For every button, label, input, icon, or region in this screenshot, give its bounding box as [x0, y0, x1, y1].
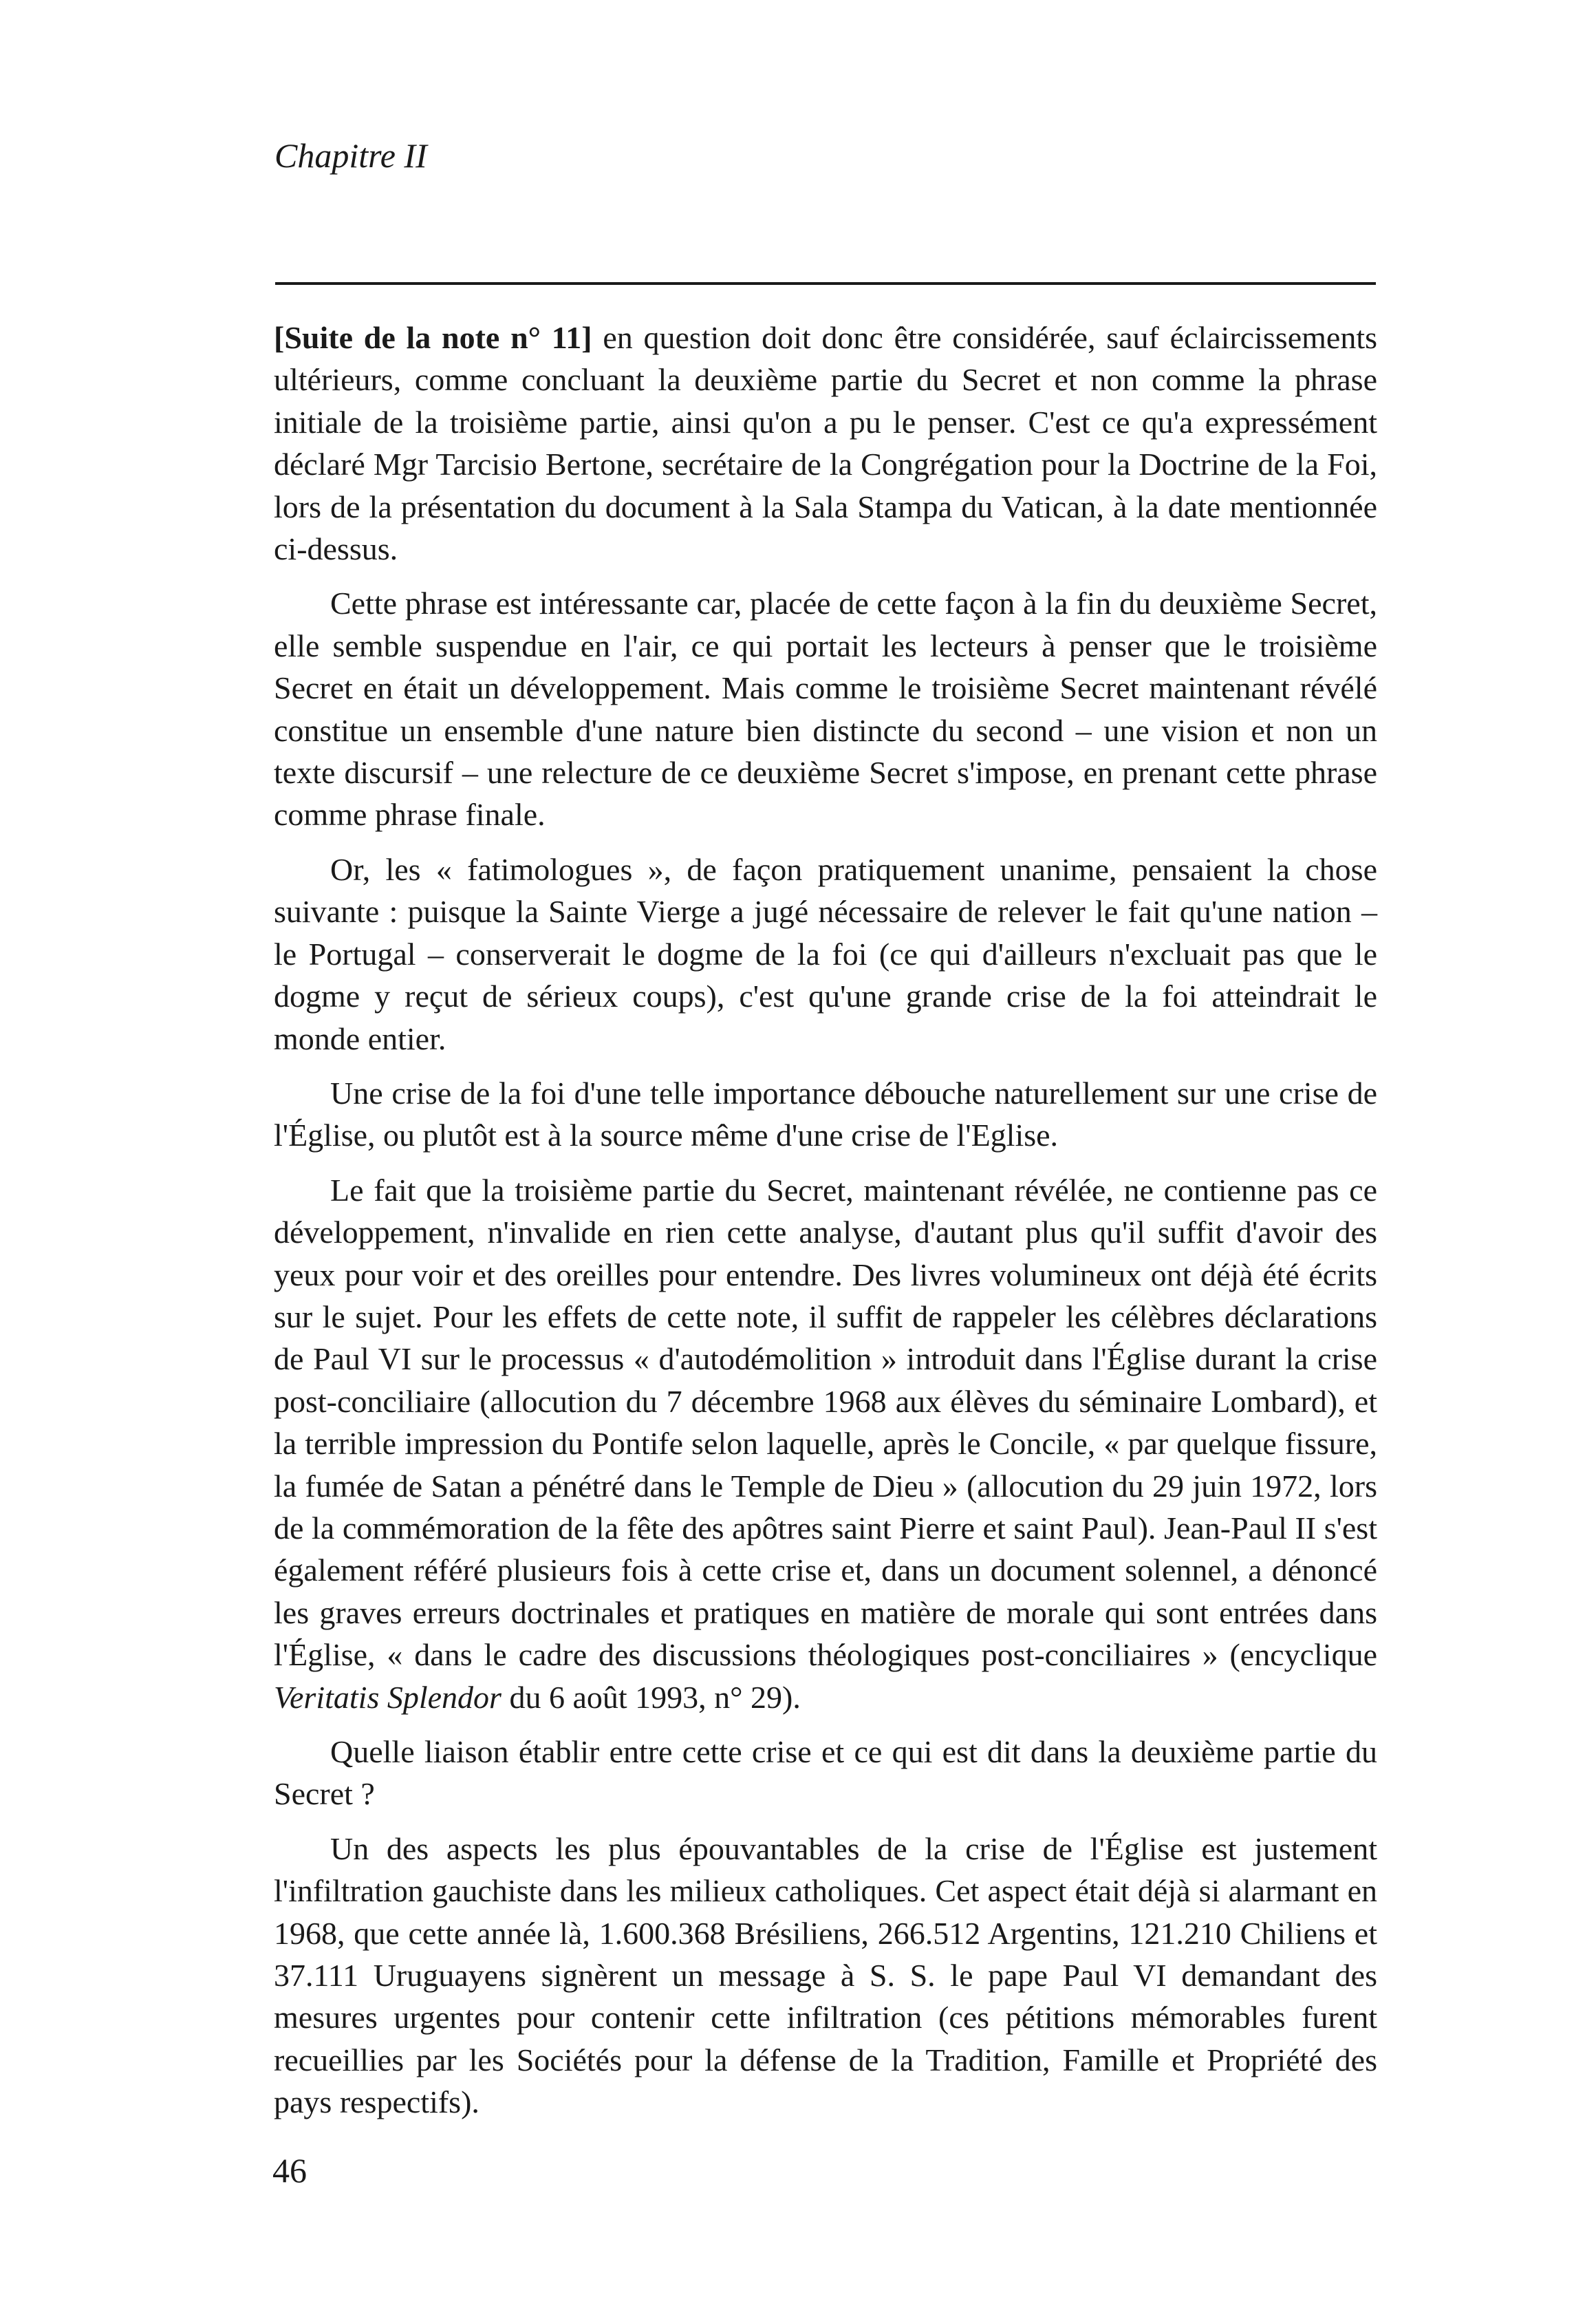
footnote-rule: [275, 282, 1376, 285]
note-reference: [Suite de la note n° 11]: [274, 320, 592, 355]
paragraph-3: Or, les « fatimologues », de façon pratiquement unanime, pensaient la chose suivante : puisque la Sainte Vierge a jugé nécessaire de relever le fait qu'une nation – le Portugal – conserverait le dogme de la foi (ce qui d'ailleurs n'excluait pas que le dogme y reçut de sérieux coups), c'est qu'une grande crise de la foi atteindrait le monde entier.: [274, 851, 1377, 1056]
encyclical-title: Veritatis Splendor: [274, 1679, 502, 1715]
paragraph-4: Une crise de la foi d'une telle importance débouche naturellement sur une crise de l'Église, ou plutôt est à la source même d'une crise de l'Eglise.: [274, 1075, 1377, 1153]
paragraph-5-text: Le fait que la troisième partie du Secret, maintenant révélée, ne contienne pas ce développement, n'invalide en rien cette analyse, d'autant plus qu'il suffit d'avoir des yeux pour voir et des oreilles pour entendre. Des livres volumineux ont déjà été écrits sur le sujet. Pour les effets de cette note, il suffit de rappeler les célèbres déclarations de Paul VI sur le processus « d'autodémolition » introduit dans l'Église durant la crise post-conciliaire (allocution du 7 décembre 1968 aux élèves du séminaire Lombard), et la terrible impression du Pontife selon laquelle, après le Concile, « par quelque fissure, la fumée de Satan a pénétré dans le Temple de Dieu » (allocution du 29 juin 1972, lors de la commémoration de la fête des apôtres saint Pierre et saint Paul). Jean-Paul II s'est également référé plusieurs fois à cette crise et, dans un document solennel, a dénoncé les graves erreurs doctrinales et pratiques en matière de morale qui sont entrées dans l'Église, « dans le cadre des discussions théologiques post-conciliaires » (encyclique: [274, 1172, 1377, 1673]
note-body: [274, 317, 1377, 2136]
paragraph-2: Cette phrase est intéressante car, placée de cette façon à la fin du deuxième Secret, elle semble suspendue en l'air, ce qui portait les lecteurs à penser que le troisième Secret en était un développement. Mais comme le troisième Secret maintenant révélé constitue un ensemble d'une nature bien distincte du second – une vision et non un texte discursif – une relecture de ce deuxième Secret s'impose, en prenant cette phrase comme phrase finale.: [274, 586, 1377, 833]
paragraph-7: Un des aspects les plus épouvantables de la crise de l'Église est justement l'infiltration gauchiste dans les milieux catholiques. Cet aspect était déjà si alarmant en 1968, que cette année là, 1.600.368 Brésiliens, 266.512 Argentins, 121.210 Chiliens et 37.111 Uruguayens signèrent un message à S. S. le pape Paul VI demandant des mesures urgentes pour contenir cette infiltration (ces pétitions mémorables furent recueillies par les Sociétés pour la défense de la Tradition, Famille et Propriété des pays respectifs).: [274, 1830, 1377, 2120]
page-number: 46: [272, 2151, 307, 2190]
encyclical-tail: du 6 août 1993, n° 29).: [501, 1679, 801, 1715]
running-head: Chapitre II: [274, 136, 427, 175]
paragraph-1-text: en question doit donc être considérée, sauf éclaircissements ultérieurs, comme concluant la deuxième partie du Secret et non comme la phrase initiale de la troisième partie, ainsi qu'on a pu le penser. C'est ce qu'a expressément déclaré Mgr Tarcisio Bertone, secrétaire de la Congrégation pour la Doctrine de la Foi, lors de la présentation du document à la Sala Stampa du Vatican, à la date mentionnée ci-dessus.: [274, 320, 1378, 567]
paragraph-6: Quelle liaison établir entre cette crise et ce qui est dit dans la deuxième partie du Secret ?: [274, 1734, 1377, 1812]
paragraph-1: [274, 317, 1377, 570]
paragraph-5: [274, 1169, 1377, 1718]
